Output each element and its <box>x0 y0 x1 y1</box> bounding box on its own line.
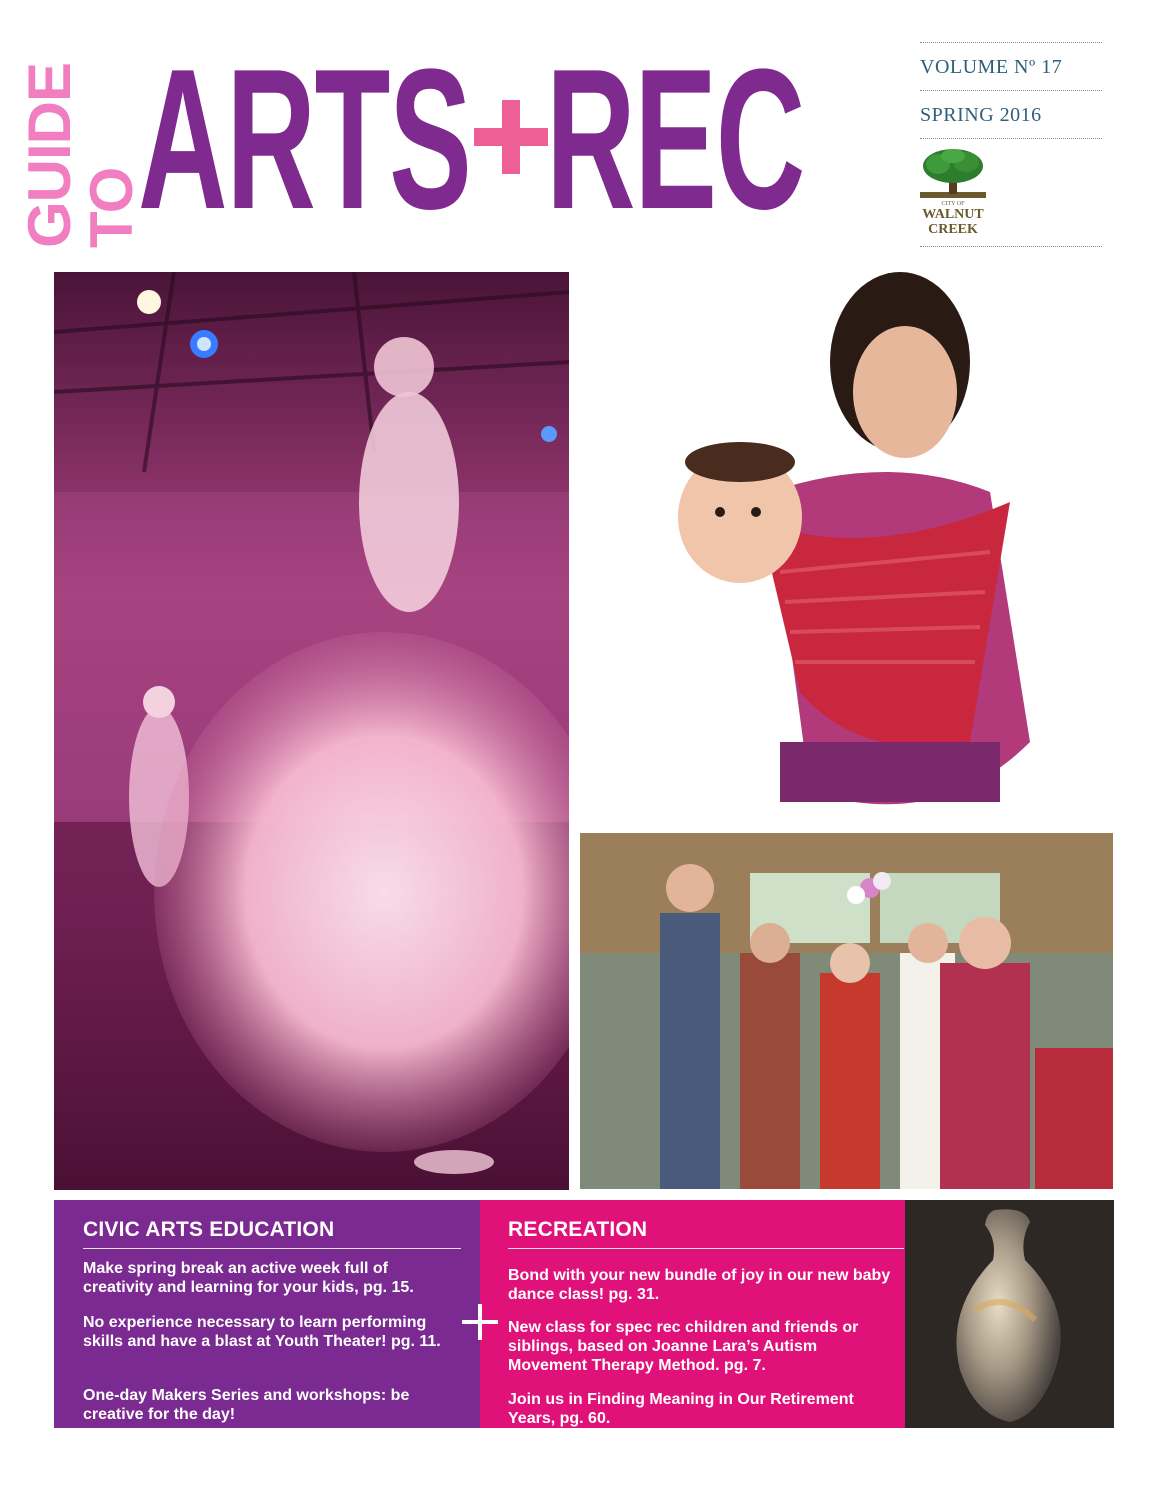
civic-arts-item: One-day Makers Series and workshops: be creative for the day! <box>83 1387 410 1423</box>
guide-to-label: GUIDE TO <box>16 62 145 248</box>
civic-arts-item: No experience necessary to learn performing skills and have a blast at Youth Theater! pg. 11. <box>83 1314 441 1350</box>
logo-creek: CREEK <box>928 222 978 237</box>
mother-baby-photo <box>640 272 1113 822</box>
ceramic-vase-photo <box>905 1200 1114 1428</box>
volume-number: VOLUME Nº 17 <box>920 56 1063 78</box>
civic-arts-heading: CIVIC ARTS EDUCATION <box>83 1218 335 1241</box>
recreation-heading: RECREATION <box>508 1218 648 1241</box>
divider <box>920 138 1102 139</box>
civic-arts-item: Make spring break an active week full of creativity and learning for your kids, pg. 15. <box>83 1260 414 1296</box>
divider <box>920 90 1102 91</box>
recreation-item: New class for spec rec children and friends or siblings, based on Joanne Lara’s Autism Movement Therapy Method. pg. 7. <box>508 1319 859 1374</box>
logo-walnut: WALNUT <box>922 207 984 222</box>
divider <box>83 1248 461 1249</box>
logo-city-of: CITY OF <box>941 201 965 207</box>
title-plus-icon <box>474 100 548 174</box>
issue-season: SPRING 2016 <box>920 104 1042 126</box>
recreation-item: Join us in Finding Meaning in Our Retirement Years, pg. 60. <box>508 1391 854 1427</box>
recreation-item: Bond with your new bundle of joy in our new baby dance class! pg. 31. <box>508 1267 891 1303</box>
title-arts: ARTS <box>138 28 471 251</box>
plus-icon <box>462 1304 498 1340</box>
divider <box>920 246 1102 247</box>
title-rec: REC <box>546 28 805 251</box>
oak-tree-icon <box>920 148 986 200</box>
divider <box>508 1248 904 1249</box>
divider <box>920 42 1102 43</box>
dancer-photo <box>54 272 569 1190</box>
seniors-group-photo <box>580 833 1113 1189</box>
